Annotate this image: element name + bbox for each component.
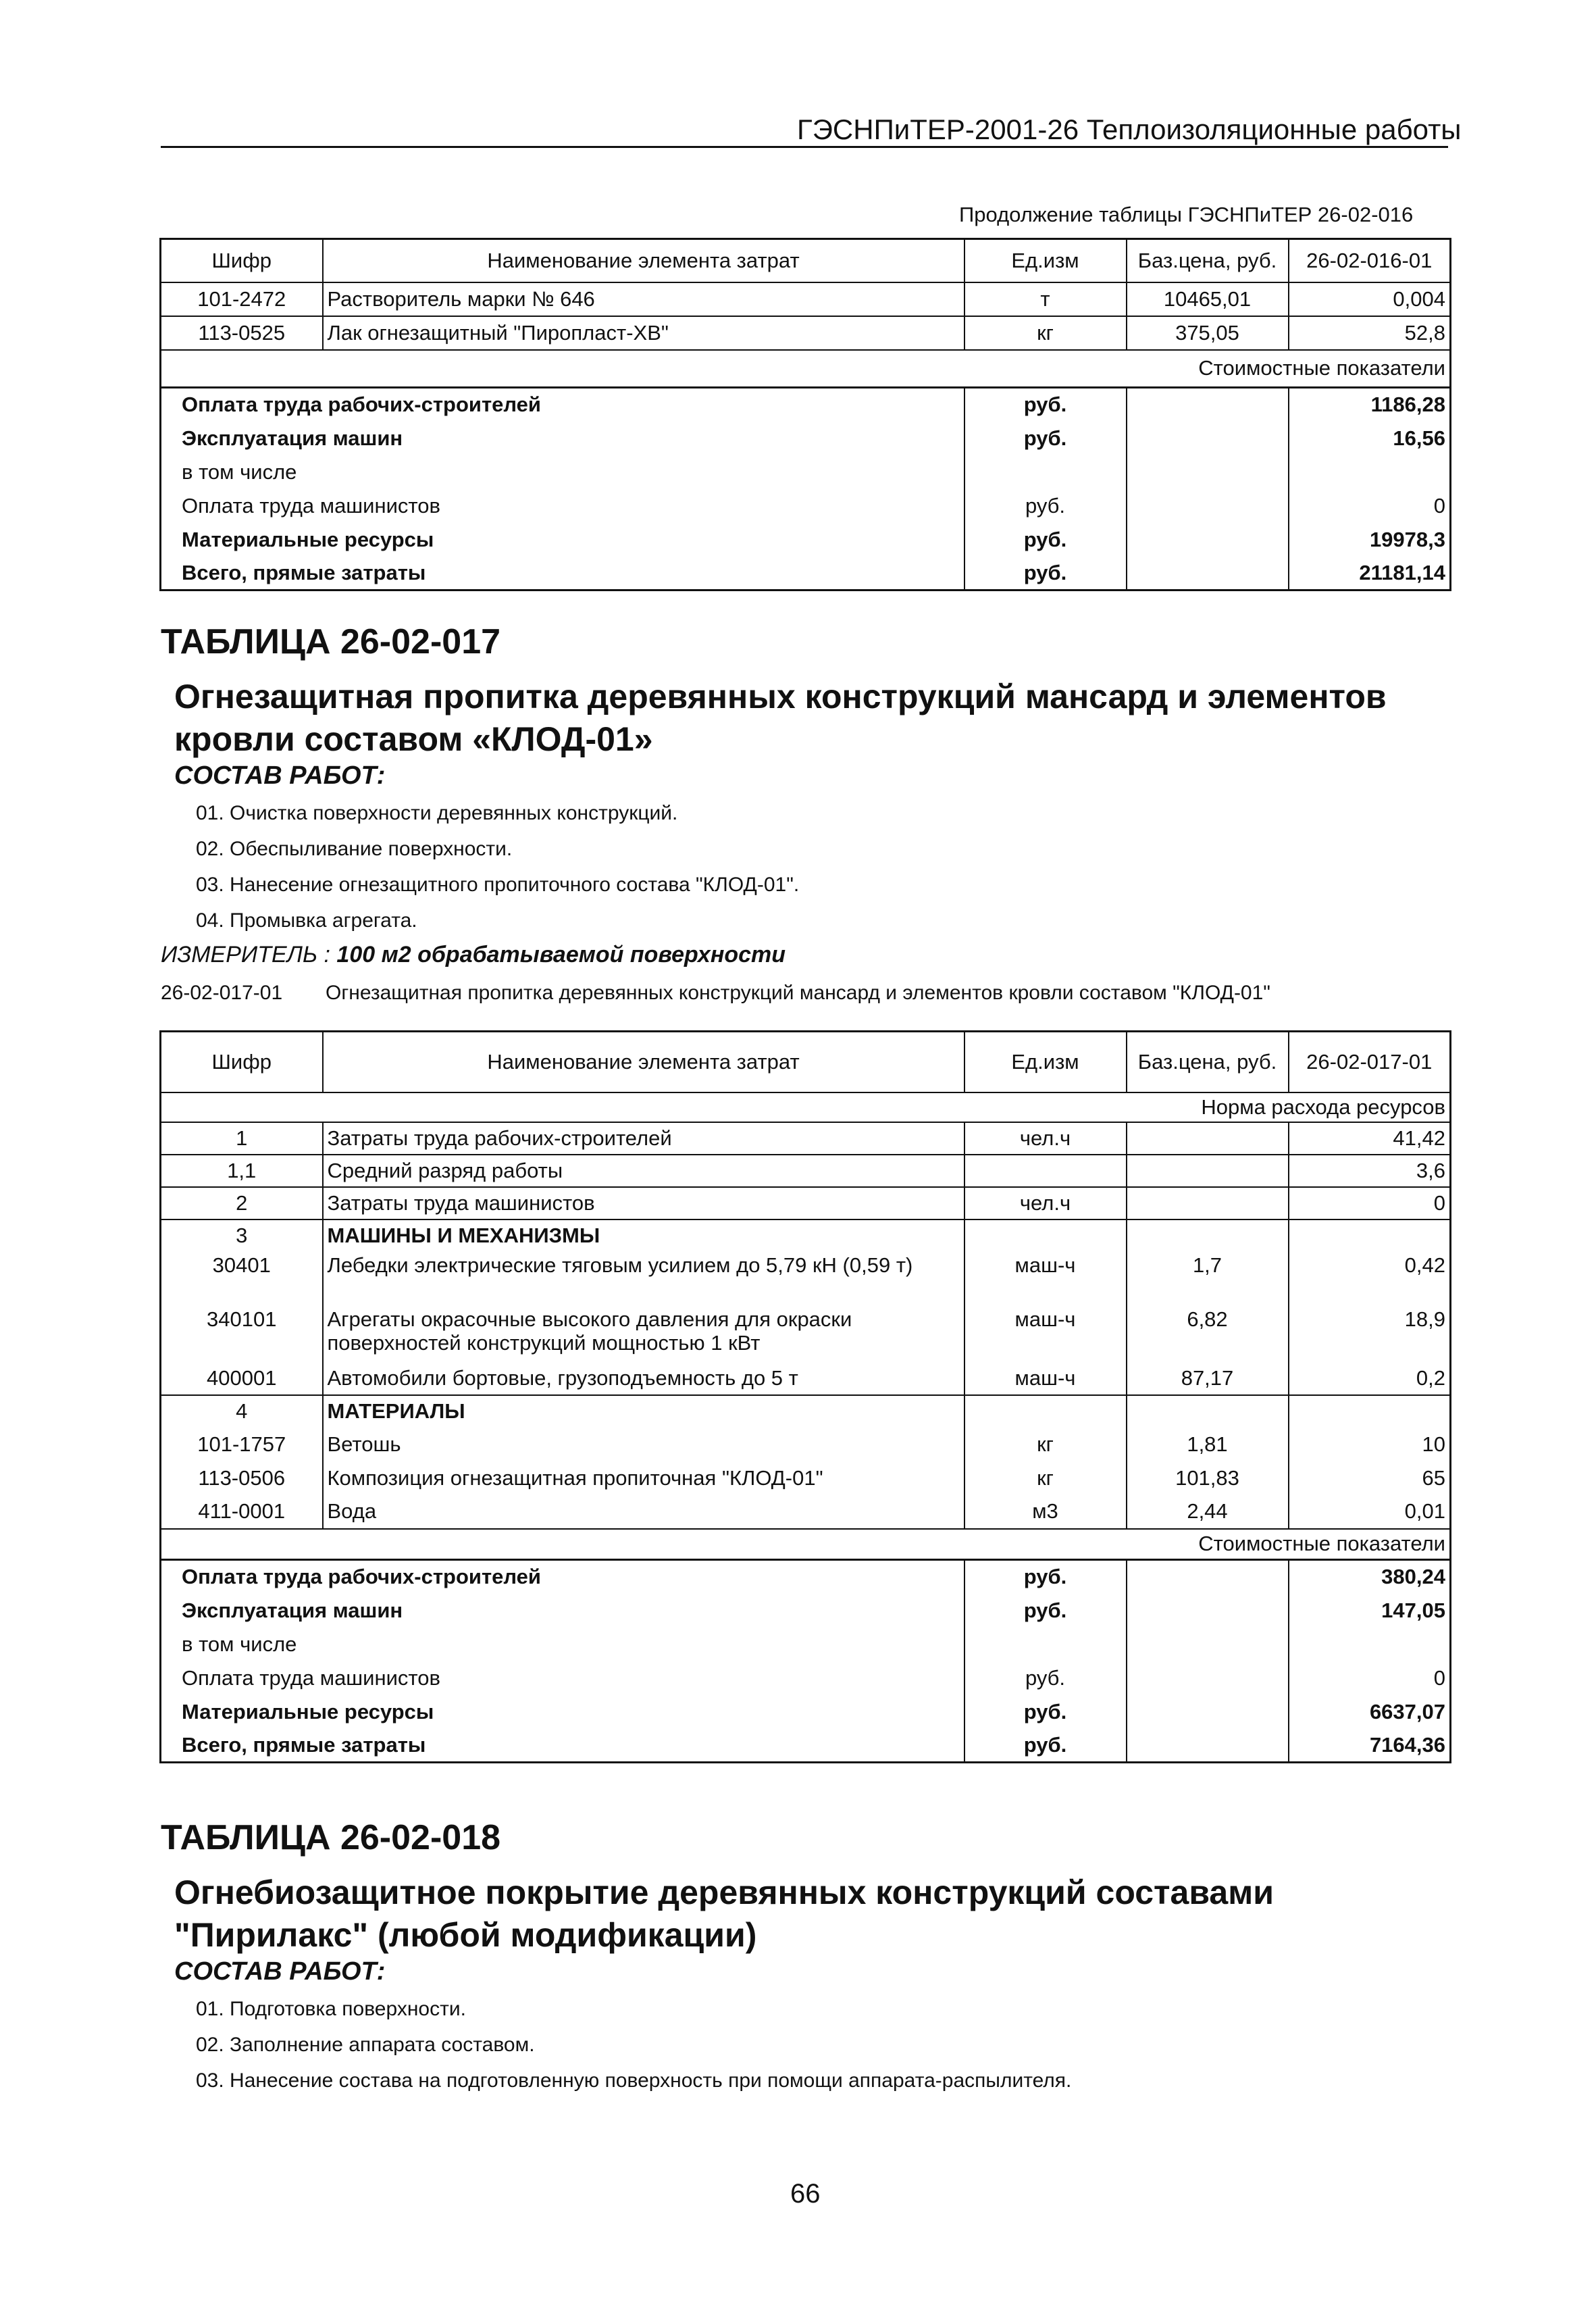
- row-name: Лебедки электрические тяговым усилием до 5,79 кН (0,59 т): [323, 1252, 964, 1306]
- table-continuation-note: Продолжение таблицы ГЭСНПиТЕР 26-02-016: [959, 203, 1414, 226]
- row-price: [1127, 1155, 1289, 1187]
- row-value: [1289, 1219, 1451, 1252]
- row-unit: [964, 1155, 1127, 1187]
- table-header-row: [161, 1032, 1451, 1092]
- row-name: Вода: [323, 1495, 964, 1529]
- row-unit: м3: [964, 1495, 1127, 1529]
- cost-value: 16,56: [1289, 422, 1451, 455]
- cost-unit: руб.: [964, 489, 1127, 523]
- row-value: 0,42: [1289, 1252, 1451, 1306]
- row-value: 0: [1289, 1187, 1451, 1219]
- col-price-header: Баз.цена, руб.: [1127, 1032, 1289, 1092]
- cost-name: Эксплуатация машин: [161, 422, 964, 455]
- row-value: [1289, 1395, 1451, 1428]
- table-row: [161, 1122, 1451, 1155]
- cost-unit: [964, 455, 1127, 489]
- table-row: [161, 1461, 1451, 1495]
- running-header: ГЭСНПиТЕР-2001-26 Теплоизоляционные работы: [797, 114, 1462, 145]
- norm-name: Огнезащитная пропитка деревянных конструкций мансард и элементов кровли составом "КЛОД-01": [326, 982, 1270, 1004]
- works-label-018: СОСТАВ РАБОТ:: [174, 1957, 386, 1986]
- cost-row: [161, 1594, 1451, 1628]
- work-item: 01. Подготовка поверхности.: [196, 1998, 466, 2020]
- cost-name: Оплата труда рабочих-строителей: [161, 388, 964, 422]
- cost-name: Эксплуатация машин: [161, 1594, 964, 1628]
- cost-row: [161, 489, 1451, 523]
- cost-value: 147,05: [1289, 1594, 1451, 1628]
- cost-unit: руб.: [964, 557, 1127, 590]
- page-number: 66: [790, 2179, 821, 2209]
- row-code: 4: [161, 1395, 323, 1428]
- row-value: 41,42: [1289, 1122, 1451, 1155]
- cost-name: Всего, прямые затраты: [161, 1729, 964, 1763]
- cost-value: 0: [1289, 489, 1451, 523]
- cost-row: [161, 1695, 1451, 1729]
- row-value: 0,004: [1289, 282, 1451, 316]
- row-name: Агрегаты окрасочные высокого давления для окраски поверхностей конструкций мощностью 1 кВт: [323, 1306, 964, 1363]
- col-name-header: Наименование элемента затрат: [323, 239, 964, 282]
- cost-price-empty: [1127, 388, 1289, 422]
- cost-unit: руб.: [964, 1661, 1127, 1695]
- row-name: Затраты труда машинистов: [323, 1187, 964, 1219]
- row-code: 1,1: [161, 1155, 323, 1187]
- table-row: [161, 316, 1451, 350]
- row-price: [1127, 1122, 1289, 1155]
- table-26-02-017: [159, 1030, 1451, 1763]
- cost-price-empty: [1127, 1628, 1289, 1661]
- row-name: Растворитель марки № 646: [323, 282, 964, 316]
- cost-label-row: [161, 350, 1451, 388]
- row-unit: т: [964, 282, 1127, 316]
- cost-price-empty: [1127, 489, 1289, 523]
- cost-row: [161, 455, 1451, 489]
- cost-indicators-label: Стоимостные показатели: [161, 1529, 1451, 1560]
- row-price: 101,83: [1127, 1461, 1289, 1495]
- cost-indicators-label: Стоимостные показатели: [161, 350, 1451, 388]
- table-subtitle-017: Огнезащитная пропитка деревянных конструкций мансард и элементов кровли составом «КЛОД-01»: [174, 678, 1387, 758]
- cost-row: [161, 557, 1451, 590]
- col-unit-header: Ед.изм: [964, 1032, 1127, 1092]
- row-code: 400001: [161, 1363, 323, 1395]
- meter-value: 100 м2 обрабатываемой поверхности: [336, 942, 786, 967]
- work-item: 03. Нанесение огнезащитного пропиточного состава "КЛОД-01".: [196, 874, 800, 896]
- row-value: 65: [1289, 1461, 1451, 1495]
- cost-value: 19978,3: [1289, 523, 1451, 557]
- row-code: 113-0525: [161, 316, 323, 350]
- cost-value: 1186,28: [1289, 388, 1451, 422]
- row-price: 1,7: [1127, 1252, 1289, 1306]
- cost-value: [1289, 455, 1451, 489]
- cost-unit: руб.: [964, 1695, 1127, 1729]
- cost-value: 0: [1289, 1661, 1451, 1695]
- row-unit: кг: [964, 1428, 1127, 1461]
- cost-row: [161, 1729, 1451, 1763]
- cost-unit: руб.: [964, 1594, 1127, 1628]
- row-price: 87,17: [1127, 1363, 1289, 1395]
- table-row: [161, 1495, 1451, 1529]
- table-heading-017: ТАБЛИЦА 26-02-017: [161, 622, 501, 661]
- row-price: 10465,01: [1127, 282, 1289, 316]
- row-price: [1127, 1187, 1289, 1219]
- table-row: [161, 1155, 1451, 1187]
- cost-price-empty: [1127, 422, 1289, 455]
- row-unit: маш-ч: [964, 1363, 1127, 1395]
- row-code: 30401: [161, 1252, 323, 1306]
- row-price: 1,81: [1127, 1428, 1289, 1461]
- table-subtitle-018: Огнебиозащитное покрытие деревянных конструкций составами "Пирилакс" (любой модификации): [174, 1873, 1274, 1954]
- col-name-header: Наименование элемента затрат: [323, 1032, 964, 1092]
- row-price: 375,05: [1127, 316, 1289, 350]
- work-item: 02. Заполнение аппарата составом.: [196, 2034, 535, 2056]
- cost-name: Оплата труда рабочих-строителей: [161, 1560, 964, 1594]
- table-row: [161, 1395, 1451, 1428]
- row-value: 0,01: [1289, 1495, 1451, 1529]
- row-unit: [964, 1219, 1127, 1252]
- row-value: 3,6: [1289, 1155, 1451, 1187]
- row-value: 0,2: [1289, 1363, 1451, 1395]
- row-value: 10: [1289, 1428, 1451, 1461]
- table-row: [161, 282, 1451, 316]
- row-code: 2: [161, 1187, 323, 1219]
- meter-line: [161, 942, 786, 968]
- row-code: 113-0506: [161, 1461, 323, 1495]
- cost-price-empty: [1127, 523, 1289, 557]
- cost-price-empty: [1127, 1661, 1289, 1695]
- cost-name: Всего, прямые затраты: [161, 557, 964, 590]
- work-item: 04. Промывка агрегата.: [196, 909, 417, 932]
- cost-row: [161, 1628, 1451, 1661]
- row-name: Автомобили бортовые, грузоподъемность до 5 т: [323, 1363, 964, 1395]
- cost-price-empty: [1127, 557, 1289, 590]
- row-name: Ветошь: [323, 1428, 964, 1461]
- cost-row: [161, 388, 1451, 422]
- row-value: 18,9: [1289, 1306, 1451, 1363]
- cost-unit: руб.: [964, 422, 1127, 455]
- cost-value: 21181,14: [1289, 557, 1451, 590]
- cost-name: Оплата труда машинистов: [161, 1661, 964, 1695]
- norm-label: Норма расхода ресурсов: [161, 1092, 1451, 1122]
- table-26-02-016: [159, 238, 1451, 591]
- norm-label-row: [161, 1092, 1451, 1122]
- row-name: Затраты труда рабочих-строителей: [323, 1122, 964, 1155]
- cost-row: [161, 1560, 1451, 1594]
- work-item: 01. Очистка поверхности деревянных конструкций.: [196, 802, 678, 824]
- cost-unit: руб.: [964, 523, 1127, 557]
- row-code: 3: [161, 1219, 323, 1252]
- cost-name: Оплата труда машинистов: [161, 489, 964, 523]
- row-name: МАТЕРИАЛЫ: [323, 1395, 964, 1428]
- table-row: [161, 1428, 1451, 1461]
- cost-unit: руб.: [964, 1560, 1127, 1594]
- table-row: [161, 1219, 1451, 1252]
- row-unit: кг: [964, 1461, 1127, 1495]
- col-code-header: Шифр: [161, 1032, 323, 1092]
- table-heading-018: ТАБЛИЦА 26-02-018: [161, 1818, 501, 1857]
- cost-price-empty: [1127, 1560, 1289, 1594]
- cost-row: [161, 523, 1451, 557]
- row-price: 2,44: [1127, 1495, 1289, 1529]
- cost-row: [161, 1661, 1451, 1695]
- row-unit: чел.ч: [964, 1122, 1127, 1155]
- col-price-header: Баз.цена, руб.: [1127, 239, 1289, 282]
- row-code: 340101: [161, 1306, 323, 1363]
- work-item: 02. Обеспыливание поверхности.: [196, 838, 513, 860]
- table-row: [161, 1363, 1451, 1395]
- row-code: 1: [161, 1122, 323, 1155]
- col-code-header: Шифр: [161, 239, 323, 282]
- header-rule: [161, 146, 1448, 148]
- norm-code: 26-02-017-01: [161, 982, 283, 1004]
- cost-price-empty: [1127, 455, 1289, 489]
- row-value: 52,8: [1289, 316, 1451, 350]
- cost-name: в том числе: [161, 455, 964, 489]
- row-code: 101-2472: [161, 282, 323, 316]
- col-unit-header: Ед.изм: [964, 239, 1127, 282]
- cost-price-empty: [1127, 1594, 1289, 1628]
- table-row: [161, 1306, 1451, 1363]
- row-name: МАШИНЫ И МЕХАНИЗМЫ: [323, 1219, 964, 1252]
- cost-price-empty: [1127, 1729, 1289, 1763]
- row-unit: кг: [964, 316, 1127, 350]
- cost-name: Материальные ресурсы: [161, 523, 964, 557]
- table-header-row: [161, 239, 1451, 282]
- cost-name: в том числе: [161, 1628, 964, 1661]
- cost-label-row: [161, 1529, 1451, 1560]
- row-code: 411-0001: [161, 1495, 323, 1529]
- row-unit: маш-ч: [964, 1306, 1127, 1363]
- works-label-017: СОСТАВ РАБОТ:: [174, 761, 386, 790]
- cost-value: 7164,36: [1289, 1729, 1451, 1763]
- row-price: [1127, 1219, 1289, 1252]
- row-price: 6,82: [1127, 1306, 1289, 1363]
- cost-price-empty: [1127, 1695, 1289, 1729]
- row-unit: маш-ч: [964, 1252, 1127, 1306]
- row-name: Композиция огнезащитная пропиточная "КЛОД-01": [323, 1461, 964, 1495]
- meter-label: ИЗМЕРИТЕЛЬ :: [161, 942, 337, 967]
- cost-name: Материальные ресурсы: [161, 1695, 964, 1729]
- row-name: Средний разряд работы: [323, 1155, 964, 1187]
- cost-value: 6637,07: [1289, 1695, 1451, 1729]
- work-item: 03. Нанесение состава на подготовленную поверхность при помощи аппарата-распылителя.: [196, 2069, 1072, 2092]
- col-value-header: 26-02-016-01: [1289, 239, 1451, 282]
- col-value-header: 26-02-017-01: [1289, 1032, 1451, 1092]
- cost-value: 380,24: [1289, 1560, 1451, 1594]
- cost-unit: руб.: [964, 388, 1127, 422]
- row-unit: [964, 1395, 1127, 1428]
- row-code: 101-1757: [161, 1428, 323, 1461]
- table-row: [161, 1252, 1451, 1306]
- table-row: [161, 1187, 1451, 1219]
- row-price: [1127, 1395, 1289, 1428]
- cost-unit: [964, 1628, 1127, 1661]
- cost-row: [161, 422, 1451, 455]
- cost-unit: руб.: [964, 1729, 1127, 1763]
- row-unit: чел.ч: [964, 1187, 1127, 1219]
- cost-value: [1289, 1628, 1451, 1661]
- row-name: Лак огнезащитный "Пиропласт-ХВ": [323, 316, 964, 350]
